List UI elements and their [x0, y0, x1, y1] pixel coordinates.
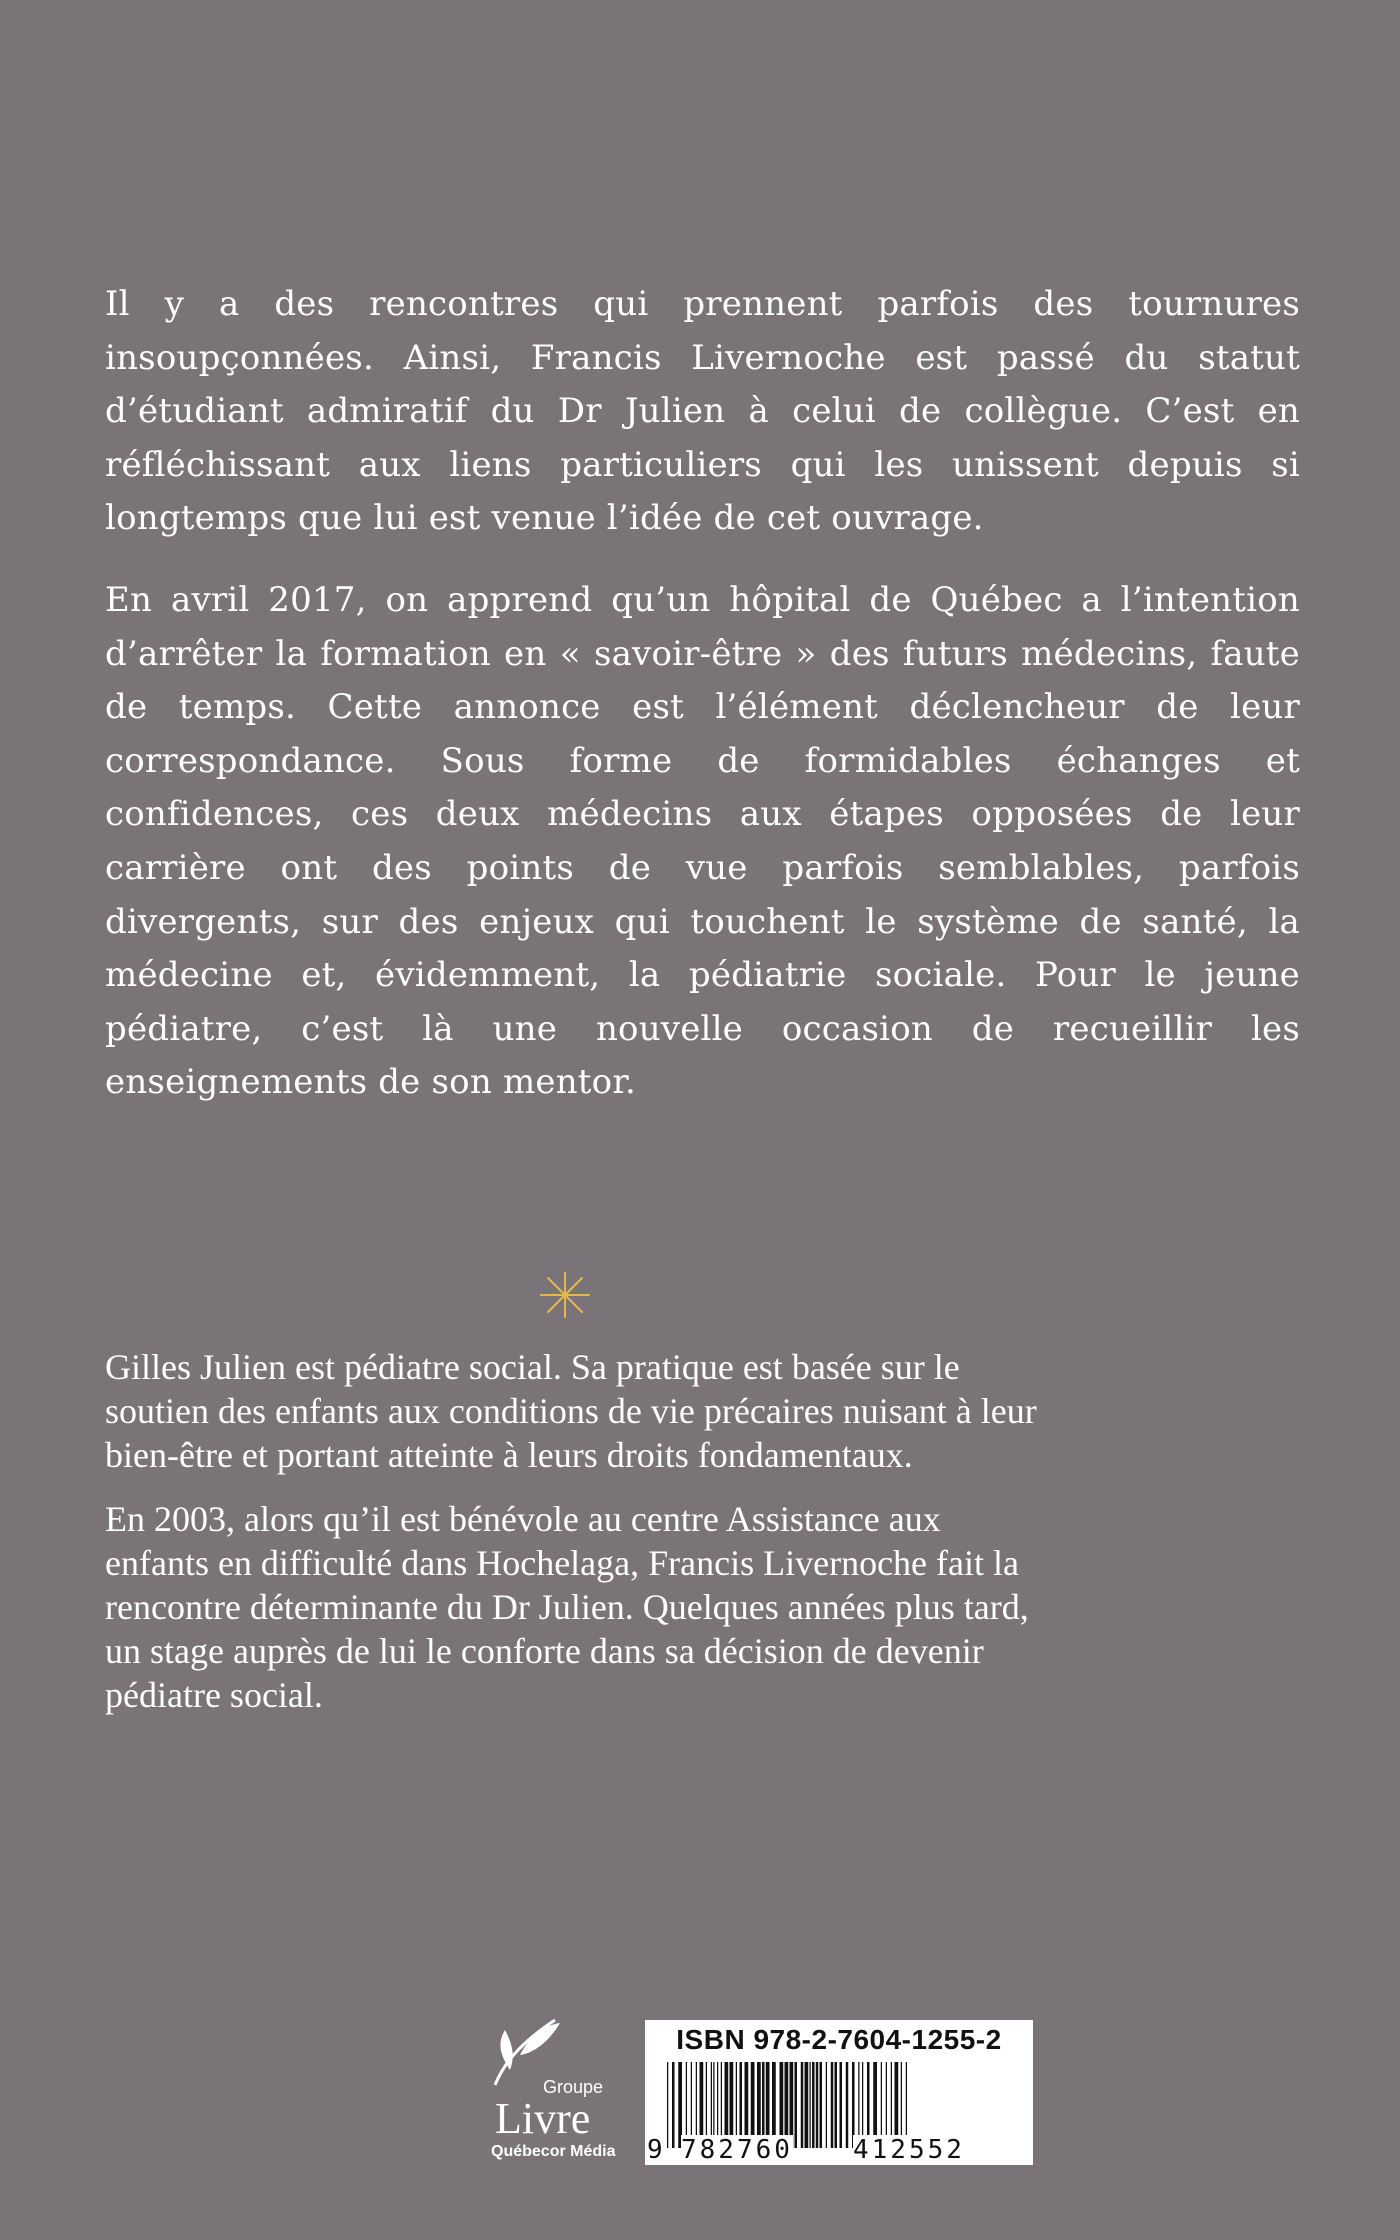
barcode-digit-group-2: 412552	[853, 2135, 965, 2165]
book-description	[105, 278, 1300, 1110]
asterisk-star-icon	[535, 1265, 595, 1325]
barcode-bar	[810, 2062, 811, 2148]
author-bios	[105, 1345, 1040, 1717]
barcode-digit-first: 9	[647, 2135, 663, 2165]
description-paragraph-1: Il y a des rencontres qui prennent parfois des tournures insoupçonnées. Ainsi, Francis Livernoche est passé du statut d’étudiant admiratif du Dr Julien à celui de collègue. C’est en réfléchissant aux liens particuliers qui les unissent depuis si longtemps que lui est venue l’idée de cet ouvrage.	[105, 284, 1300, 539]
author-bio-julien: Gilles Julien est pédiatre social. Sa pratique est basée sur le soutien des enfants aux conditions de vie précaires nuisant à leur bien-être et portant atteinte à leurs droits fondamentaux.	[105, 1347, 1037, 1475]
barcode-bar	[835, 2062, 838, 2148]
barcode-digits	[647, 2137, 1027, 2165]
barcode-bar	[801, 2062, 804, 2148]
author-bio-livernoche: En 2003, alors qu’il est bénévole au centre Assistance aux enfants en difficulté dans Hochelaga, Francis Livernoche fait la rencontre déterminante du Dr Julien. Quelques années plus tard, un stage auprès de lui le conforte dans sa décision de devenir pédiatre social.	[105, 1499, 1029, 1715]
publisher-subtitle: Québecor Média	[491, 2143, 616, 2160]
barcode-digit-group-1: 782760	[681, 2135, 793, 2165]
barcode-bar	[816, 2062, 819, 2148]
isbn-barcode	[645, 2020, 1033, 2165]
barcode-bar	[820, 2062, 823, 2148]
barcode-bar	[840, 2062, 843, 2148]
barcode-bar	[846, 2062, 849, 2148]
publisher-logo	[455, 2015, 635, 2165]
isbn-number: ISBN 978-2-7604-1255-2	[676, 2024, 1002, 2055]
publisher-groupe: Groupe	[543, 2077, 604, 2097]
barcode-bar	[795, 2062, 798, 2148]
barcode-bar	[805, 2062, 809, 2148]
description-paragraph-2: En avril 2017, on apprend qu’un hôpital de Québec a l’intention d’arrêter la formation en « savoir-être » des futurs médecins, faute de temps. Cette annonce est l’élément déclencheur de leur correspondance. Sous forme de formidables échanges et confidences, ces deux médecins aux étapes opposées de leur carrière ont des points de vue parfois semblables, parfois divergents, sur des enjeux qui touchent le système de santé, la médecine et, évidemment, la pédiatrie sociale. Pour le jeune pédiatre, c’est là une nouvelle occasion de recueillir les enseignements de son mentor.	[105, 579, 1300, 1103]
barcode-bar	[812, 2062, 815, 2148]
barcode-bar	[831, 2062, 834, 2148]
barcode-bar	[672, 2062, 675, 2148]
publisher-name: Livre	[495, 2094, 591, 2143]
barcode-bar	[826, 2062, 827, 2148]
barcode-bar	[667, 2062, 668, 2148]
